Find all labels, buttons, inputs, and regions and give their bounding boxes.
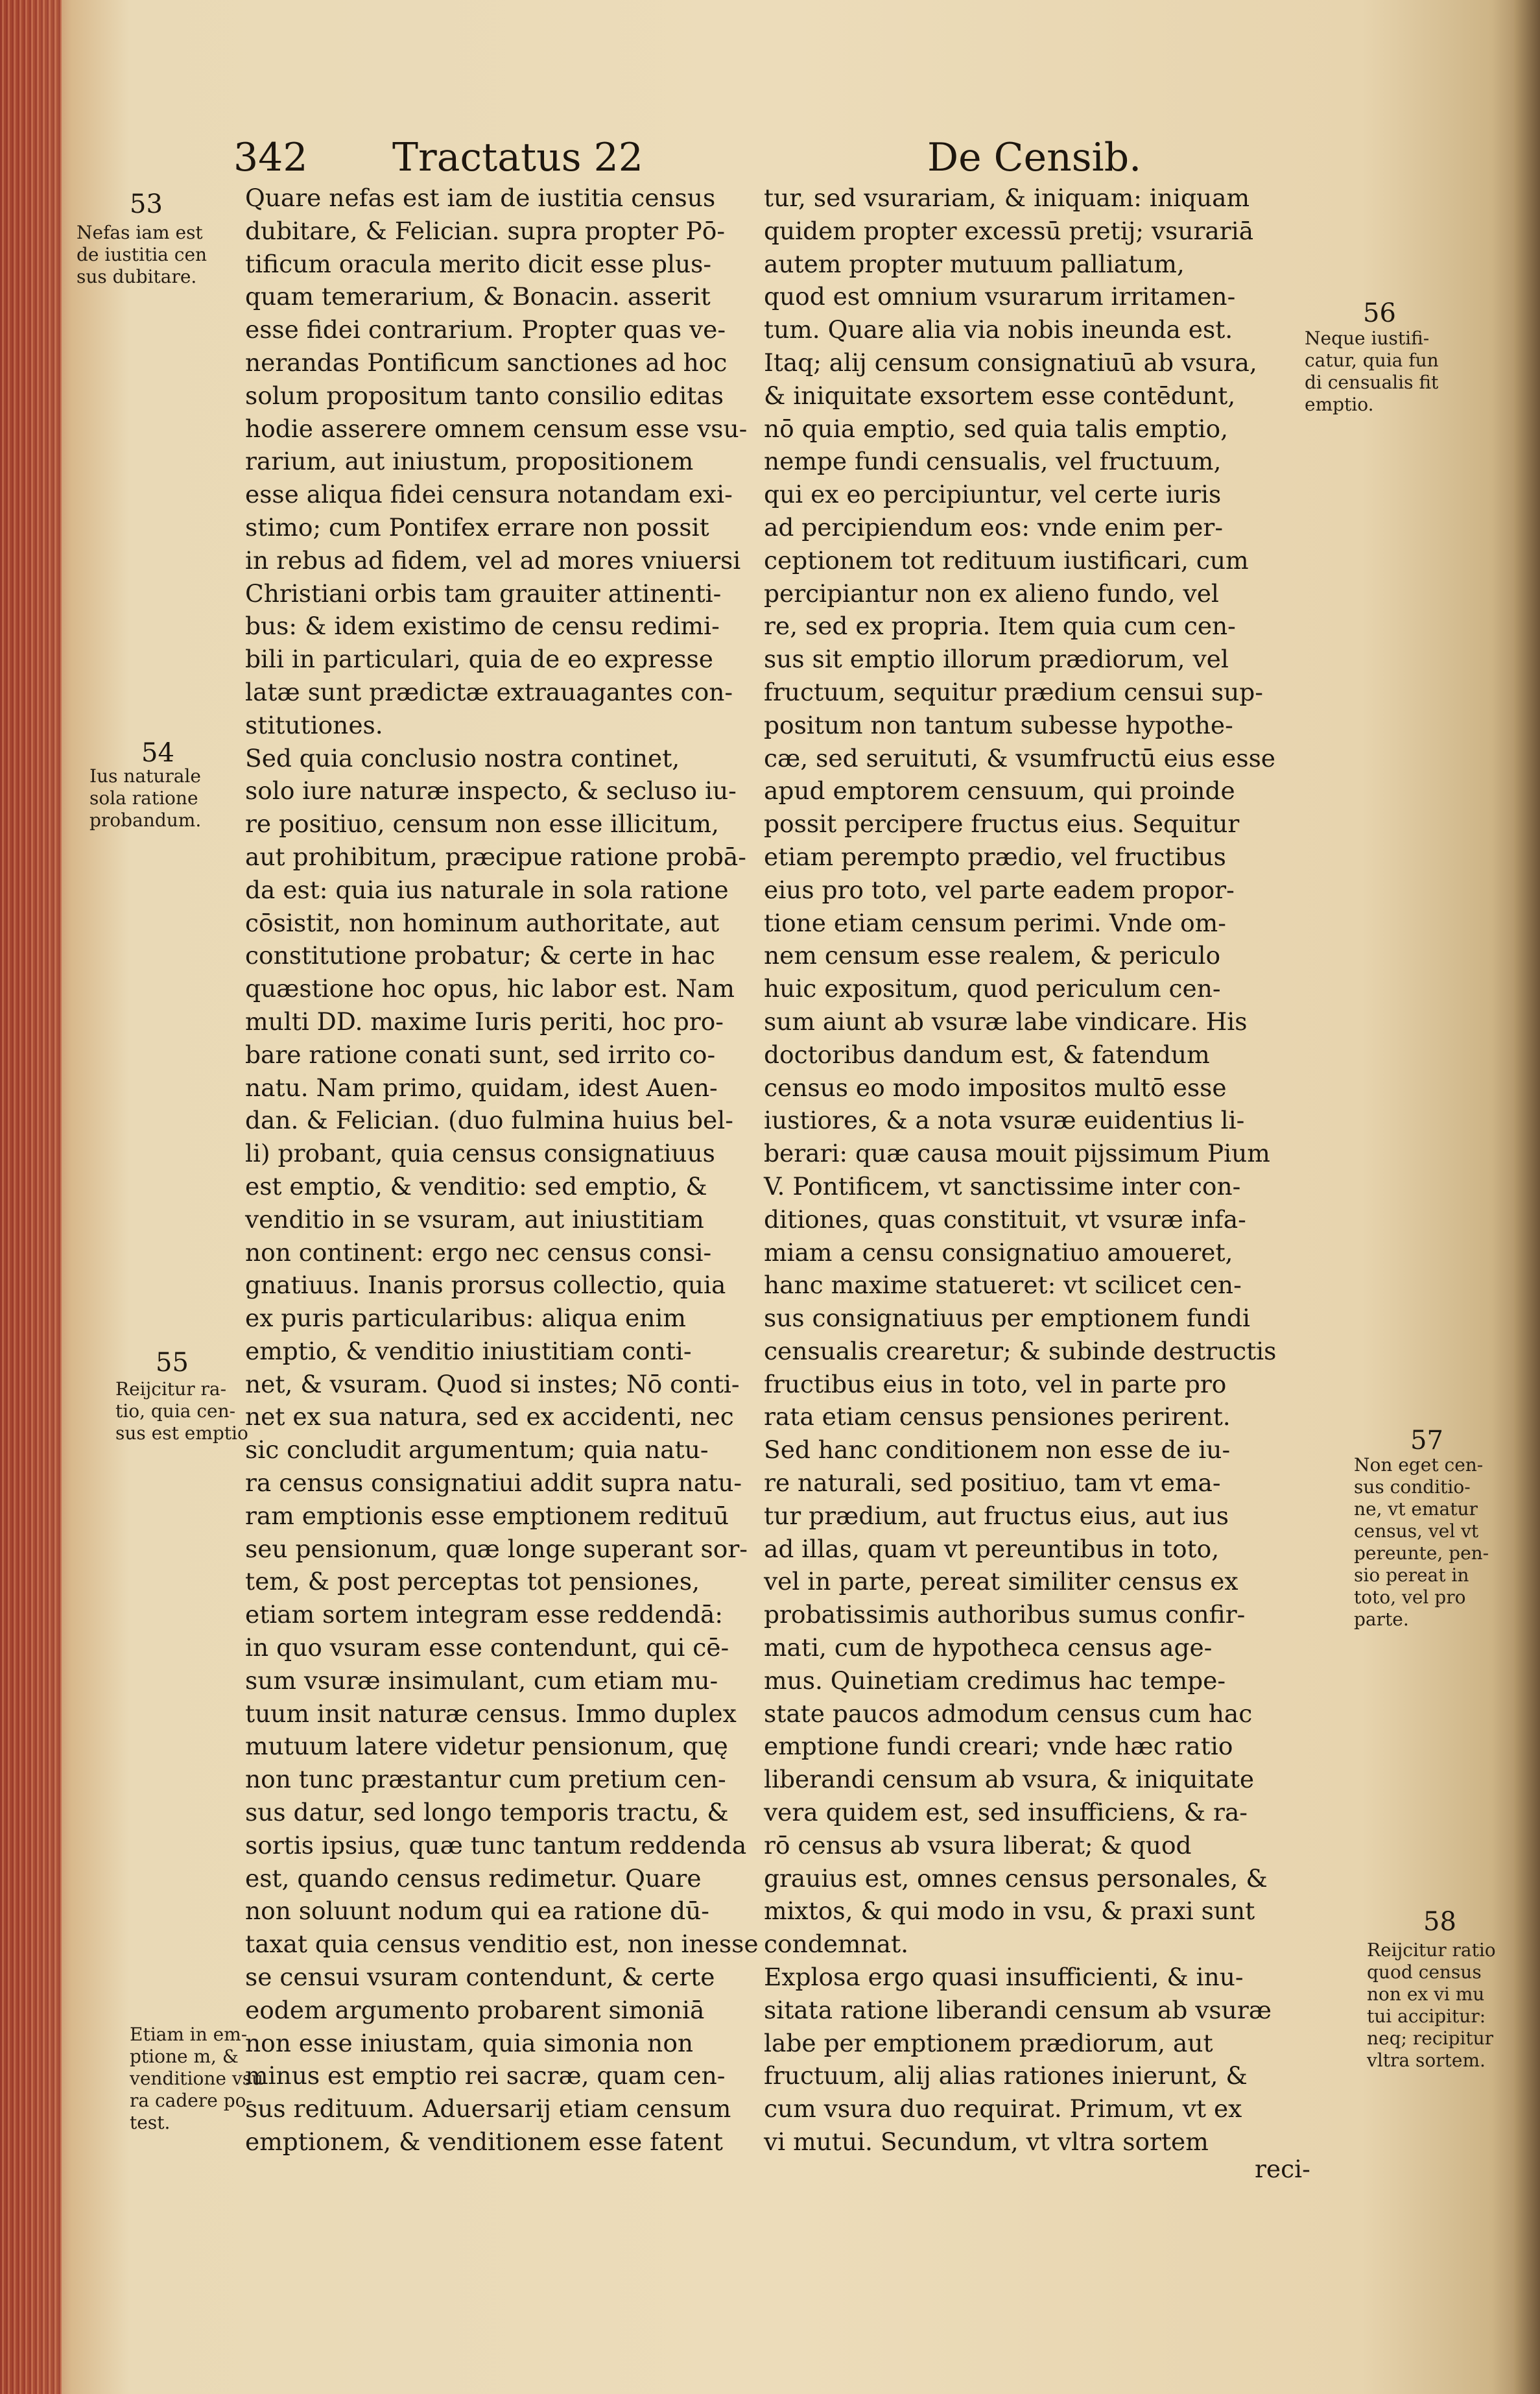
text-line: vel in parte, pereat similiter census ex bbox=[764, 1567, 1238, 1596]
margin-note-line: sio pereat in bbox=[1354, 1564, 1469, 1586]
text-line: se censui vsuram contendunt, & certe bbox=[245, 1963, 715, 1992]
margin-note-line: di censualis fit bbox=[1305, 372, 1439, 393]
margin-note-line: Ius naturale bbox=[89, 765, 201, 787]
text-line: li) probant, quia census consignatiuus bbox=[245, 1139, 715, 1168]
margin-note-line: Neque iustifi- bbox=[1305, 328, 1430, 349]
text-line: constitutione probatur; & certe in hac bbox=[245, 941, 715, 970]
margin-number: 57 bbox=[1410, 1426, 1443, 1455]
text-line: stitutiones. bbox=[245, 710, 383, 739]
text-line: V. Pontificem, vt sanctissime inter con- bbox=[764, 1171, 1241, 1201]
margin-note-line: pereunte, pen- bbox=[1354, 1542, 1489, 1564]
text-line: solo iure naturæ inspecto, & secluso iu- bbox=[245, 776, 737, 806]
text-line: hodie asserere omnem censum esse vsu- bbox=[245, 414, 748, 443]
text-line: Sed hanc conditionem non esse de iu- bbox=[764, 1435, 1231, 1465]
text-line: da est: quia ius naturale in sola ratione bbox=[245, 875, 729, 904]
margin-note-line: Nefas iam est bbox=[77, 222, 203, 243]
text-line: emptionem, & venditionem esse fatent bbox=[245, 2127, 723, 2157]
text-line: taxat quia census venditio est, non inesse bbox=[245, 1930, 759, 1959]
margin-note-line: Reijcitur ratio bbox=[1367, 1939, 1496, 1961]
text-line: dubitare, & Felician. supra propter Pō- bbox=[245, 216, 726, 245]
text-line: stimo; cum Pontifex errare non possit bbox=[245, 512, 709, 542]
text-line: bus: & idem existimo de censu redimi- bbox=[245, 612, 720, 641]
margin-note-line: catur, quia fun bbox=[1305, 350, 1439, 371]
text-line: non soluunt nodum qui ea ratione dū- bbox=[245, 1897, 709, 1926]
margin-note-line: emptio. bbox=[1305, 394, 1374, 415]
margin-note-line: toto, vel pro bbox=[1354, 1586, 1466, 1608]
next-page-edge bbox=[1514, 0, 1540, 2394]
margin-note bbox=[77, 222, 207, 288]
text-line: sic concludit argumentum; quia natu- bbox=[245, 1435, 709, 1465]
right-text-column bbox=[764, 182, 1302, 2159]
text-line: percipiantur non ex alieno fundo, vel bbox=[764, 579, 1219, 608]
text-line: fructuum, alij alias rationes inierunt, & bbox=[764, 2061, 1248, 2090]
text-line: ceptionem tot redituum iustificari, cum bbox=[764, 545, 1249, 575]
text-line: vi mutui. Secundum, vt vltra sortem bbox=[764, 2127, 1209, 2157]
margin-note bbox=[1305, 328, 1439, 416]
text-line: mus. Quinetiam credimus hac tempe- bbox=[764, 1666, 1226, 1695]
text-line: net ex sua natura, sed ex accidenti, nec bbox=[245, 1402, 734, 1431]
text-line: fructuum, sequitur prædium censui sup- bbox=[764, 677, 1263, 706]
text-line: vera quidem est, sed insufficiens, & ra- bbox=[764, 1798, 1248, 1827]
text-line: sus consignatiuus per emptionem fundi bbox=[764, 1304, 1251, 1333]
text-line: tem, & post perceptas tot pensiones, bbox=[245, 1567, 700, 1596]
text-line: est, quando census redimetur. Quare bbox=[245, 1863, 702, 1893]
text-line: non continent: ergo nec census consi- bbox=[245, 1238, 712, 1267]
page-number: 342 bbox=[233, 135, 308, 180]
text-line: ra census consignatiui addit supra natu- bbox=[245, 1468, 742, 1498]
text-line: etiam sortem integram esse reddendā: bbox=[245, 1600, 724, 1629]
text-line: nerandas Pontificum sanctiones ad hoc bbox=[245, 348, 728, 377]
text-line: censualis crearetur; & subinde destructis bbox=[764, 1336, 1277, 1365]
text-line: dan. & Felician. (duo fulmina huius bel- bbox=[245, 1106, 733, 1135]
text-line: quam temerarium, & Bonacin. asserit bbox=[245, 282, 711, 311]
margin-note bbox=[115, 1378, 248, 1444]
text-line: ex puris particularibus: aliqua enim bbox=[245, 1304, 686, 1333]
left-text-column bbox=[245, 182, 777, 2159]
text-line: tuum insit naturæ census. Immo duplex bbox=[245, 1699, 737, 1728]
margin-note-line: de iustitia cen bbox=[77, 244, 207, 265]
margin-note bbox=[89, 765, 201, 832]
margin-note bbox=[1354, 1454, 1489, 1631]
text-line: sus datur, sed longo temporis tractu, & bbox=[245, 1798, 729, 1827]
text-line: ram emptionis esse emptionem redituū bbox=[245, 1501, 729, 1530]
text-line: Quare nefas est iam de iustitia census bbox=[245, 184, 716, 212]
text-line: venditio in se vsuram, aut iniustitiam bbox=[245, 1204, 704, 1234]
margin-note-line: sus dubitare. bbox=[77, 266, 197, 287]
text-line: positum non tantum subesse hypothe- bbox=[764, 710, 1233, 739]
text-line: gnatiuus. Inanis prorsus collectio, quia bbox=[245, 1271, 726, 1300]
text-line: esse fidei contrarium. Propter quas ve- bbox=[245, 315, 726, 344]
text-line: sortis ipsius, quæ tunc tantum reddenda bbox=[245, 1830, 747, 1860]
margin-note-line: ra cadere po- bbox=[130, 2090, 252, 2111]
text-line: ad illas, quam vt pereuntibus in toto, bbox=[764, 1534, 1220, 1563]
text-line: rata etiam census pensiones perirent. bbox=[764, 1402, 1231, 1431]
text-line: seu pensionum, quæ longe superant sor- bbox=[245, 1534, 748, 1563]
text-line: Sed quia conclusio nostra continet, bbox=[245, 743, 680, 772]
text-line: re, sed ex propria. Item quia cum cen- bbox=[764, 612, 1236, 641]
text-line: cum vsura duo requirat. Primum, vt ex bbox=[764, 2094, 1242, 2124]
margin-note-line: neq; recipitur bbox=[1367, 2028, 1494, 2049]
text-line: quæstione hoc opus, hic labor est. Nam bbox=[245, 974, 735, 1003]
text-line: mutuum latere videtur pensionum, quę bbox=[245, 1732, 728, 1761]
text-line: Explosa ergo quasi insufficienti, & inu- bbox=[764, 1963, 1244, 1992]
text-line: bili in particulari, quia de eo expresse bbox=[245, 645, 713, 674]
text-line: sum aiunt ab vsuræ labe vindicare. His bbox=[764, 1007, 1248, 1036]
margin-note-line: venditione vsu bbox=[130, 2068, 264, 2089]
text-line: apud emptorem censuum, qui proinde bbox=[764, 776, 1235, 806]
text-line: latæ sunt prædictæ extrauagantes con- bbox=[245, 677, 733, 706]
text-line: in quo vsuram esse contendunt, qui cē- bbox=[245, 1633, 729, 1662]
text-line: mixtos, & qui modo in vsu, & praxi sunt bbox=[764, 1897, 1255, 1926]
margin-note-line: sola ratione bbox=[89, 787, 198, 809]
text-line: bare ratione conati sunt, sed irrito co- bbox=[245, 1040, 716, 1069]
text-line: etiam perempto prædio, vel fructibus bbox=[764, 842, 1226, 871]
margin-note-line: tio, quia cen- bbox=[115, 1400, 236, 1422]
margin-note-line: sus est emptio bbox=[115, 1422, 248, 1444]
margin-note-line: Reijcitur ra- bbox=[115, 1378, 227, 1400]
margin-note-line: ne, vt ematur bbox=[1354, 1498, 1478, 1520]
text-line: nempe fundi censualis, vel fructuum, bbox=[764, 447, 1222, 476]
text-line: hanc maxime statueret: vt scilicet cen- bbox=[764, 1271, 1242, 1300]
text-line: natu. Nam primo, quidam, idest Auen- bbox=[245, 1073, 718, 1102]
margin-number: 55 bbox=[156, 1348, 189, 1378]
text-line: multi DD. maxime Iuris periti, hoc pro- bbox=[245, 1007, 724, 1036]
text-line: non esse iniustam, quia simonia non bbox=[245, 2028, 694, 2057]
text-line: berari: quæ causa mouit pijssimum Pium bbox=[764, 1139, 1270, 1168]
margin-note-line: non ex vi mu bbox=[1367, 1983, 1485, 2005]
margin-number: 54 bbox=[141, 738, 174, 768]
text-line: emptio, & venditio iniustitiam conti- bbox=[245, 1336, 692, 1365]
margin-note-line: tui accipitur: bbox=[1367, 2005, 1486, 2027]
text-line: mati, cum de hypotheca census age- bbox=[764, 1633, 1213, 1662]
text-line: nem censum esse realem, & periculo bbox=[764, 941, 1221, 970]
text-line: & iniquitate exsortem esse contēdunt, bbox=[764, 381, 1236, 410]
margin-note-line: census, vel vt bbox=[1354, 1520, 1479, 1542]
text-line: sum vsuræ insimulant, cum etiam mu- bbox=[245, 1666, 718, 1695]
text-line: miam a censu consignatiuo amoueret, bbox=[764, 1238, 1233, 1267]
text-line: labe per emptionem prædiorum, aut bbox=[764, 2028, 1213, 2057]
margin-note-line: vltra sortem. bbox=[1367, 2050, 1486, 2071]
text-line: minus est emptio rei sacræ, quam cen- bbox=[245, 2061, 726, 2090]
text-line: probatissimis authoribus sumus confir- bbox=[764, 1600, 1246, 1629]
text-line: census eo modo impositos multō esse bbox=[764, 1073, 1227, 1102]
text-line: doctoribus dandum est, & fatendum bbox=[764, 1040, 1210, 1069]
running-title-right: De Censib. bbox=[927, 135, 1142, 180]
margin-note bbox=[130, 2024, 263, 2134]
text-line: Itaq; alij censum consignatiuū ab vsura, bbox=[764, 348, 1257, 377]
text-line: non tunc præstantur cum pretium cen- bbox=[245, 1765, 726, 1794]
text-line: solum propositum tanto consilio editas bbox=[245, 381, 724, 410]
text-line: tur prædium, aut fructus eius, aut ius bbox=[764, 1501, 1229, 1530]
text-line: re naturali, sed positiuo, tam vt ema- bbox=[764, 1468, 1221, 1498]
text-line: in rebus ad fidem, vel ad mores vniuersi bbox=[245, 545, 741, 575]
text-line: fructibus eius in toto, vel in parte pro bbox=[764, 1369, 1227, 1398]
text-line: sitata ratione liberandi censum ab vsuræ bbox=[764, 1995, 1272, 2024]
text-line: est emptio, & venditio: sed emptio, & bbox=[245, 1171, 707, 1201]
text-line: qui ex eo percipiuntur, vel certe iuris bbox=[764, 480, 1222, 509]
text-line: rarium, aut iniustum, propositionem bbox=[245, 447, 694, 476]
text-line: esse aliqua fidei censura notandam exi- bbox=[245, 480, 733, 509]
text-line: iustiores, & a nota vsuræ euidentius li- bbox=[764, 1106, 1245, 1135]
margin-number: 53 bbox=[130, 189, 163, 219]
margin-note-line: Etiam in em- bbox=[130, 2024, 248, 2045]
margin-note-line: sus conditio- bbox=[1354, 1476, 1471, 1498]
running-title-left: Tractatus 22 bbox=[392, 135, 643, 180]
text-line: emptione fundi creari; vnde hæc ratio bbox=[764, 1732, 1233, 1761]
margin-note bbox=[1367, 1939, 1496, 2072]
text-line: Christiani orbis tam grauiter attinenti- bbox=[245, 579, 722, 608]
text-line: rō census ab vsura liberat; & quod bbox=[764, 1830, 1192, 1860]
text-line: quidem propter excessū pretij; vsurariā bbox=[764, 216, 1254, 245]
text-line: tur, sed vsurariam, & iniquam: iniquam bbox=[764, 184, 1250, 212]
text-line: sus redituum. Aduersarij etiam censum bbox=[245, 2094, 731, 2124]
text-line: aut prohibitum, præcipue ratione probā- bbox=[245, 842, 746, 871]
text-line: eius pro toto, vel parte eadem propor- bbox=[764, 875, 1235, 904]
margin-note-line: ptione m, & bbox=[130, 2046, 239, 2067]
margin-number: 56 bbox=[1363, 298, 1396, 328]
text-line: eodem argumento probarent simoniā bbox=[245, 1995, 705, 2024]
text-line: huic expositum, quod periculum cen- bbox=[764, 974, 1221, 1003]
text-line: sus sit emptio illorum prædiorum, vel bbox=[764, 645, 1229, 674]
binding-edge bbox=[0, 0, 62, 2394]
catchword: reci- bbox=[1255, 2155, 1310, 2183]
margin-note-line: parte. bbox=[1354, 1609, 1409, 1630]
text-line: quod est omnium vsurarum irritamen- bbox=[764, 282, 1236, 311]
text-line: tum. Quare alia via nobis ineunda est. bbox=[764, 315, 1233, 344]
margin-note-line: probandum. bbox=[89, 809, 202, 831]
text-line: tificum oracula merito dicit esse plus- bbox=[245, 249, 712, 278]
text-line: liberandi censum ab vsura, & iniquitate bbox=[764, 1765, 1255, 1794]
text-line: ditiones, quas constituit, vt vsuræ infa- bbox=[764, 1204, 1246, 1234]
text-line: cæ, sed seruituti, & vsumfructū eius esse bbox=[764, 743, 1276, 772]
margin-number: 58 bbox=[1423, 1907, 1456, 1937]
text-line: tione etiam censum perimi. Vnde om- bbox=[764, 908, 1226, 937]
text-line: autem propter mutuum palliatum, bbox=[764, 249, 1185, 278]
text-line: condemnat. bbox=[764, 1930, 908, 1959]
text-line: grauius est, omnes census personales, & bbox=[764, 1863, 1268, 1893]
margin-note-line: quod census bbox=[1367, 1961, 1482, 1983]
text-line: state paucos admodum census cum hac bbox=[764, 1699, 1253, 1728]
text-line: possit percipere fructus eius. Sequitur bbox=[764, 809, 1240, 839]
text-line: re positiuo, censum non esse illicitum, bbox=[245, 809, 719, 839]
text-line: nō quia emptio, sed quia talis emptio, bbox=[764, 414, 1228, 443]
margin-note-line: Non eget cen- bbox=[1354, 1454, 1484, 1476]
text-line: cōsistit, non hominum authoritate, aut bbox=[245, 908, 720, 937]
text-line: net, & vsuram. Quod si instes; Nō conti- bbox=[245, 1369, 740, 1398]
margin-note-line: test. bbox=[130, 2112, 171, 2133]
text-line: ad percipiendum eos: vnde enim per- bbox=[764, 512, 1224, 542]
